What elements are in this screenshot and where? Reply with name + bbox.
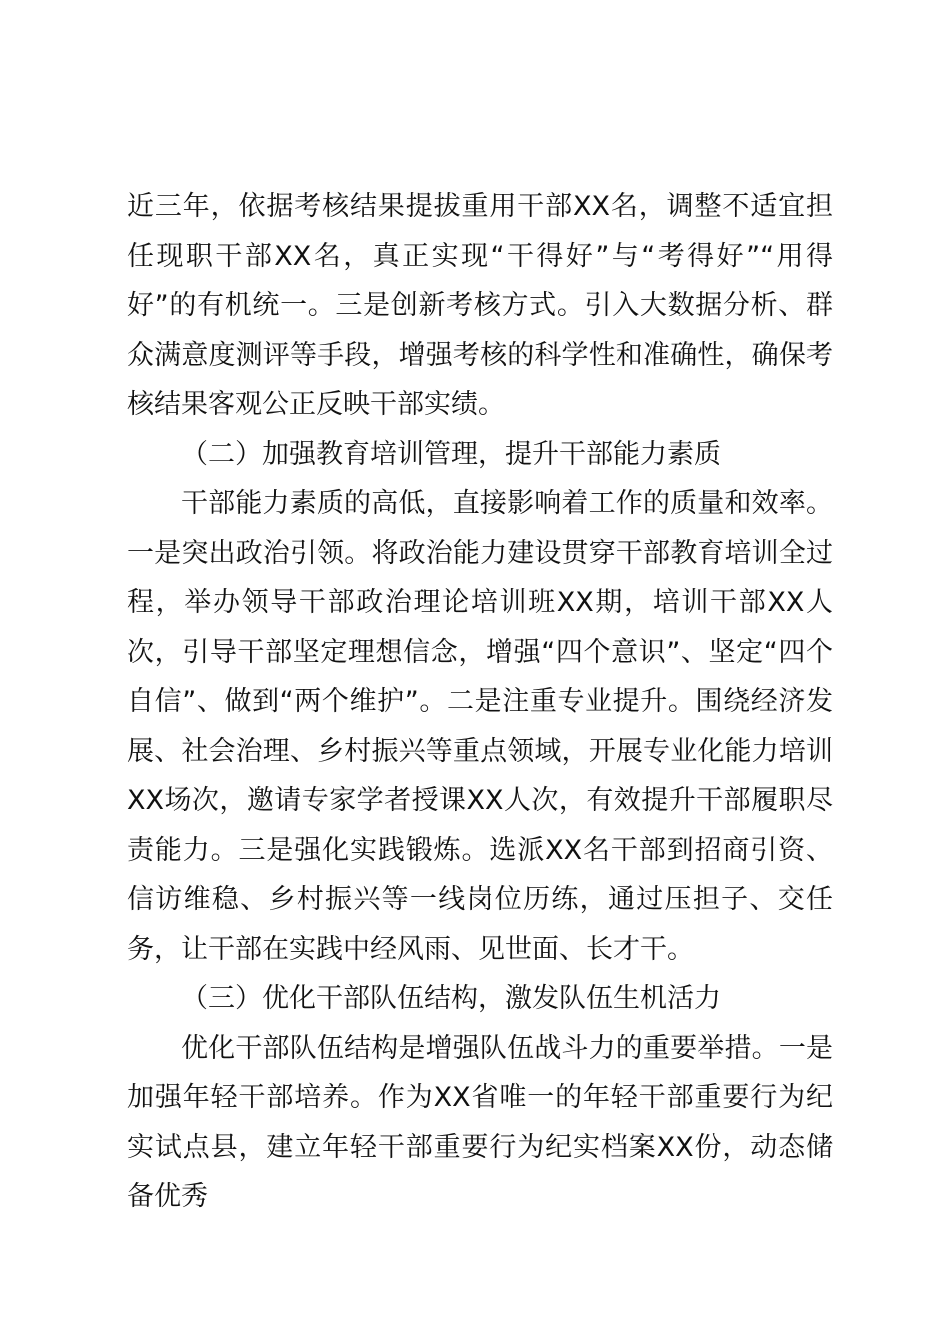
body-paragraph: 优化干部队伍结构是增强队伍战斗力的重要举措。一是加强年轻干部培养。作为XX省唯一的年轻干部重要行为纪实试点县，建立年轻干部重要行为纪实档案XX份，动态储备优秀 <box>127 1032 833 1212</box>
body-paragraph: 近三年，依据考核结果提拔重用干部XX名，调整不适宜担任现职干部XX名，真正实现“干得好”与“考得好”“用得好”的有机统一。三是创新考核方式。引入大数据分析、群众满意度测评等手段，增强考核的科学性和准确性，确保考核结果客观公正反映干部实绩。 <box>127 191 833 420</box>
body-paragraph: 干部能力素质的高低，直接影响着工作的质量和效率。一是突出政治引领。将政治能力建设贯穿干部教育培训全过程，举办领导干部政治理论培训班XX期，培训干部XX人次，引导干部坚定理想信念，增强“四个意识”、坚定“四个自信”、做到“两个维护”。二是注重专业提升。围绕经济发展、社会治理、乡村振兴等重点领域，开展专业化能力培训XX场次，邀请专家学者授课XX人次，有效提升干部履职尽责能力。三是强化实践锻炼。选派XX名干部到招商引资、信访维稳、乡村振兴等一线岗位历练，通过压担子、交任务，让干部在实践中经风雨、见世面、长才干。 <box>127 488 833 965</box>
document-body <box>127 182 833 1222</box>
section-heading: （二）加强教育培训管理，提升干部能力素质 <box>181 438 721 470</box>
section-heading: （三）优化干部队伍结构，激发队伍生机活力 <box>181 983 721 1014</box>
